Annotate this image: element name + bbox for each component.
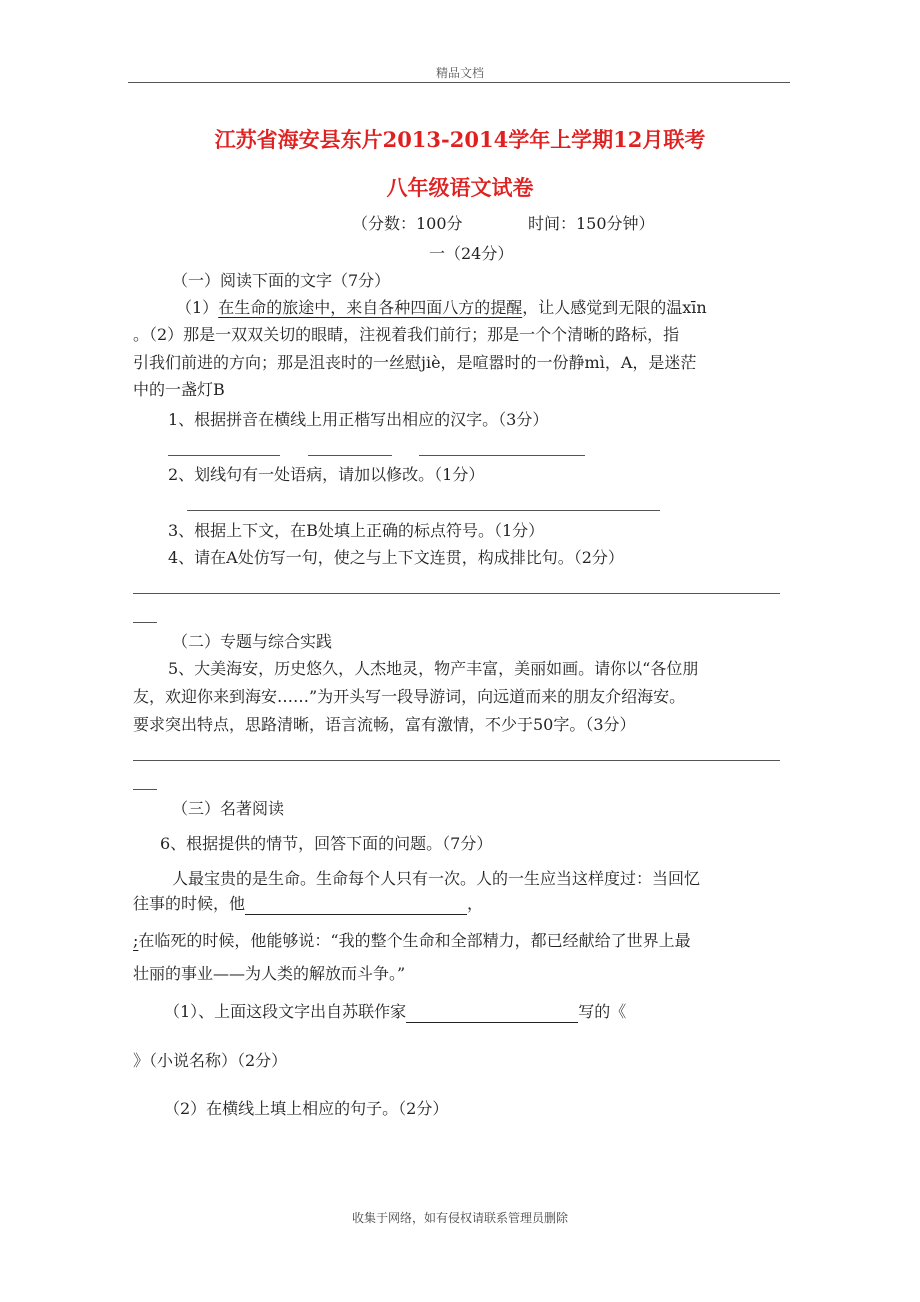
question-6-1-continued: 》（小说名称）（2分）	[133, 1051, 288, 1070]
question-4: 4、请在A处仿写一句，使之与上下文连贯，构成排比句。（2分）	[168, 548, 624, 567]
quote-line-1: 人最宝贵的是生命。生命每个人只有一次。人的一生应当这样度过：当回忆	[172, 869, 701, 888]
passage-line-3: 引我们前进的方向；那是沮丧时的一丝慰jiè，是喧嚣时的一份静mì，A，是迷茫	[133, 353, 697, 372]
quote-line-2	[133, 893, 483, 915]
author-fill-blank[interactable]	[406, 1002, 578, 1023]
score-info: （分数：100分	[352, 214, 463, 233]
document-subtitle: 八年级语文试卷	[386, 175, 534, 200]
document-title: 江苏省海安县东片2013-2014学年上学期12月联考	[214, 127, 706, 152]
quote-line-3-text: 在临死的时候，他能够说：“我的整个生命和全部精力，都已经献给了世界上最	[138, 931, 691, 950]
time-info: 时间：150分钟）	[528, 214, 655, 233]
answer-blank-2[interactable]	[187, 510, 660, 511]
answer-blank-1b[interactable]	[308, 455, 392, 456]
answer-line-4-tail	[133, 622, 157, 623]
answer-line-4[interactable]	[133, 593, 780, 594]
passage-line-2: 。（2）那是一双双关切的眼睛，注视着我们前行；那是一个个清晰的路标，指	[133, 325, 680, 344]
section3-heading: （三）名著阅读	[172, 799, 285, 818]
section2-heading: （二）专题与综合实践	[172, 632, 333, 651]
question-6-1-suffix: 写的《	[578, 1002, 627, 1021]
question-3: 3、根据上下文，在B处填上正确的标点符号。（1分）	[168, 521, 545, 540]
quote-line-3	[133, 930, 691, 952]
question-6: 6、根据提供的情节，回答下面的问题。（7分）	[160, 834, 493, 853]
question-5-line-1: 5、大美海安，历史悠久，人杰地灵，物产丰富，美丽如画。请你以“各位朋	[168, 659, 699, 678]
header-rule	[128, 82, 790, 83]
part-heading: 一（24分）	[429, 244, 514, 263]
answer-blank-1c[interactable]	[419, 455, 585, 456]
quote-line-3-mark: ;	[133, 931, 139, 950]
quote-fill-blank[interactable]	[245, 894, 467, 915]
answer-line-5[interactable]	[133, 760, 780, 761]
quote-line-2-prefix: 往事的时候，他	[133, 894, 246, 913]
quote-line-2-suffix: ，	[467, 894, 484, 913]
question-1: 1、根据拼音在横线上用正楷写出相应的汉字。（3分）	[168, 410, 549, 429]
underlined-sentence: 在生命的旅途中，来自各种四面八方的提醒	[218, 298, 523, 317]
answer-line-5-tail	[133, 789, 157, 790]
answer-blank-1a[interactable]	[168, 455, 280, 456]
header-label: 精品文档	[435, 66, 484, 80]
passage-line-1	[176, 297, 707, 319]
section1-heading: （一）阅读下面的文字（7分）	[172, 271, 391, 290]
question-5-line-3: 要求突出特点，思路清晰，语言流畅，富有激情，不少于50字。（3分）	[133, 715, 636, 734]
passage-line-4: 中的一盏灯B	[133, 380, 225, 399]
passage-prefix: （1）	[176, 298, 219, 317]
question-6-1	[164, 1001, 626, 1023]
question-2: 2、划线句有一处语病，请加以修改。（1分）	[168, 465, 485, 484]
footer-note: 收集于网络，如有侵权请联系管理员删除	[351, 1211, 568, 1225]
question-6-2: （2）在横线上填上相应的句子。（2分）	[164, 1099, 449, 1118]
question-5-line-2: 友，欢迎你来到海安……”为开头写一段导游词，向远道而来的朋友介绍海安。	[133, 687, 686, 706]
question-6-1-prefix: （1）、上面这段文字出自苏联作家	[164, 1002, 407, 1021]
quote-line-4: 壮丽的事业——为人类的解放而斗争。”	[133, 964, 406, 983]
passage-rest: ，让人感觉到无限的温xīn	[522, 298, 707, 317]
